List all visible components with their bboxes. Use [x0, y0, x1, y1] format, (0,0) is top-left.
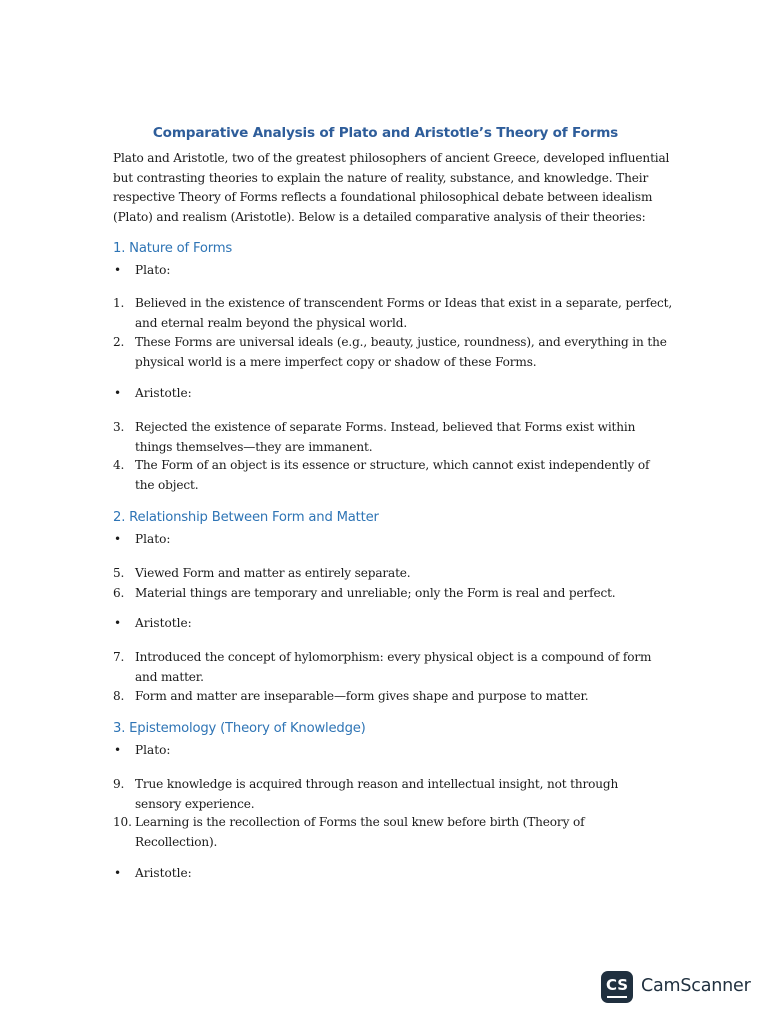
intro-line: but contrasting theories to explain the nature of reality, substance, and knowledge. Their — [113, 170, 649, 185]
item-text-line: and matter. — [135, 669, 204, 684]
item-number: 9. — [113, 777, 125, 791]
section-heading: 1. Nature of Forms — [113, 241, 233, 256]
bullet-label: Aristotle: — [135, 616, 192, 630]
item-text-line: The Form of an object is its essence or structure, which cannot exist independently of — [135, 458, 650, 472]
intro-line: respective Theory of Forms reflects a foundational philosophical debate between idealism — [113, 190, 653, 204]
item-text-line: physical world is a mere imperfect copy or shadow of these Forms. — [135, 354, 537, 369]
bullet-label: Plato: — [135, 532, 171, 546]
item-text-line: the object. — [135, 477, 199, 492]
item-number: 5. — [113, 566, 125, 580]
item-text-line: sensory experience. — [135, 796, 255, 811]
camscanner-watermark: CamScanner — [641, 976, 751, 996]
item-text-line: Material things are temporary and unreliable; only the Form is real and perfect. — [135, 586, 616, 600]
item-number: 3. — [113, 420, 125, 434]
item-number: 8. — [113, 689, 125, 703]
bullet-label: Aristotle: — [135, 866, 192, 880]
bullet-label: Plato: — [135, 743, 171, 757]
item-number: 4. — [113, 458, 125, 472]
camscanner-logo-icon: CS — [601, 971, 633, 1003]
intro-line: Plato and Aristotle, two of the greatest philosophers of ancient Greece, developed influential — [113, 151, 670, 165]
bullet-label: Aristotle: — [135, 386, 192, 400]
item-text-line: Form and matter are inseparable—form gives shape and purpose to matter. — [135, 689, 589, 703]
section-heading: 3. Epistemology (Theory of Knowledge) — [113, 721, 366, 736]
bullet-label: Plato: — [135, 263, 171, 277]
item-number: 6. — [113, 586, 125, 600]
item-text-line: Believed in the existence of transcendent Forms or Ideas that exist in a separate, perfect, — [135, 296, 673, 310]
item-number: 2. — [113, 335, 125, 349]
item-text-line: Recollection). — [135, 834, 218, 849]
bullet-dot: • — [114, 532, 122, 546]
item-text-line: and eternal realm beyond the physical world. — [135, 315, 408, 330]
item-text-line: True knowledge is acquired through reason and intellectual insight, not through — [135, 777, 619, 791]
bullet-dot: • — [114, 263, 122, 277]
item-text-line: Rejected the existence of separate Forms. Instead, believed that Forms exist within — [135, 420, 636, 434]
item-number: 1. — [113, 296, 125, 310]
intro-line: (Plato) and realism (Aristotle). Below is a detailed comparative analysis of their theories: — [113, 209, 646, 224]
bullet-dot: • — [114, 616, 122, 630]
item-text-line: Introduced the concept of hylomorphism: every physical object is a compound of form — [135, 650, 652, 664]
document-title: Comparative Analysis of Plato and Aristotle’s Theory of Forms — [152, 125, 619, 141]
intro-paragraph — [113, 149, 670, 227]
item-number: 10. — [113, 815, 132, 829]
item-text-line: These Forms are universal ideals (e.g., beauty, justice, roundness), and everything in the — [135, 335, 667, 349]
item-text-line: Viewed Form and matter as entirely separate. — [135, 566, 411, 580]
bullet-dot: • — [114, 743, 122, 757]
item-text-line: Learning is the recollection of Forms the soul knew before birth (Theory of — [135, 815, 585, 829]
bullet-dot: • — [114, 386, 122, 400]
bullet-dot: • — [114, 866, 122, 880]
item-number: 7. — [113, 650, 125, 664]
section-heading: 2. Relationship Between Form and Matter — [113, 510, 379, 525]
item-text-line: things themselves—they are immanent. — [135, 439, 373, 454]
